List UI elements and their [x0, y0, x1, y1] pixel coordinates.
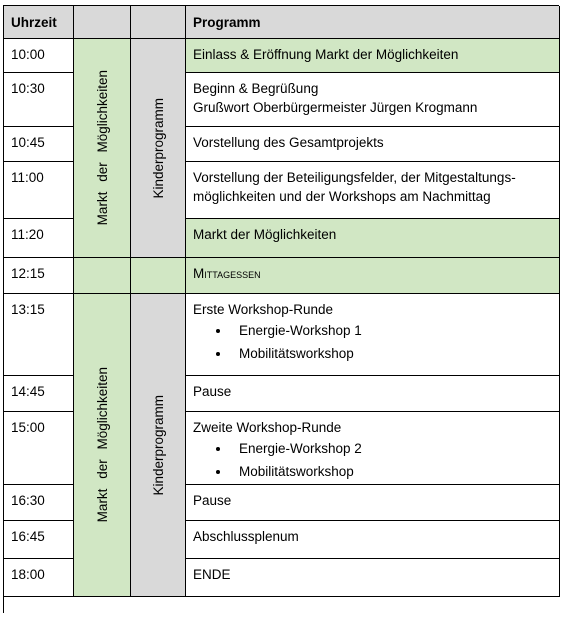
program-line: Zweite Workshop-Runde: [193, 420, 342, 435]
program-cell: Mittagessen: [186, 258, 560, 294]
time-cell: 16:30: [4, 485, 74, 521]
side-label-market-afternoon: Markt der Möglichkeiten: [74, 294, 131, 597]
workshop-list: [193, 439, 552, 481]
program-cell: [186, 162, 560, 219]
program-line: Erste Workshop-Runde: [193, 302, 334, 317]
header-program: Programm: [186, 6, 560, 39]
time-cell: 18:00: [4, 559, 74, 597]
workshop-list: [193, 321, 552, 363]
header-time: Uhrzeit: [4, 6, 74, 39]
program-line: Grußwort Oberbürgermeister Jürgen Krogmann: [193, 100, 478, 115]
time-cell: 10:45: [4, 127, 74, 162]
time-cell: 15:00: [4, 412, 74, 485]
header-empty-1: [74, 6, 131, 39]
time-cell: 11:00: [4, 162, 74, 219]
time-cell: 10:30: [4, 73, 74, 127]
program-cell: Pause: [186, 485, 560, 521]
program-cell: Pause: [186, 376, 560, 412]
list-item: • Mobilitätsworkshop: [231, 344, 552, 363]
program-cell: Abschlussplenum: [186, 521, 560, 559]
program-cell: Vorstellung des Gesamtprojekts: [186, 127, 560, 162]
program-cell: [186, 412, 560, 485]
lunch-empty-1: [74, 258, 131, 294]
lunch-empty-2: [131, 258, 186, 294]
program-line: Beginn & Begrüßung: [193, 81, 319, 96]
time-cell: 11:20: [4, 219, 74, 258]
side-label-kids-afternoon: Kinderprogramm: [131, 294, 186, 597]
program-cell: [186, 73, 560, 127]
time-cell: 13:15: [4, 294, 74, 376]
program-cell: ENDE: [186, 559, 560, 597]
program-line: möglichkeiten und der Workshops am Nachmittag: [193, 189, 491, 204]
program-cell: [186, 294, 560, 376]
program-cell: Einlass & Eröffnung Markt der Möglichkeiten: [186, 39, 560, 73]
list-item: • Energie-Workshop 1: [231, 321, 552, 340]
time-cell: 10:00: [4, 39, 74, 73]
program-line: Vorstellung der Beteiligungsfelder, der Mitgestaltungs-: [193, 170, 516, 185]
time-cell: 12:15: [4, 258, 74, 294]
time-cell: 14:45: [4, 376, 74, 412]
program-table: [3, 5, 559, 613]
list-item: • Energie-Workshop 2: [231, 439, 552, 458]
time-cell: 16:45: [4, 521, 74, 559]
header-empty-2: [131, 6, 186, 39]
list-item: • Mobilitätsworkshop: [231, 462, 552, 481]
side-label-kids-morning: Kinderprogramm: [131, 39, 186, 258]
side-label-market-morning: Markt der Möglichkeiten: [74, 39, 131, 258]
program-cell: Markt der Möglichkeiten: [186, 219, 560, 258]
